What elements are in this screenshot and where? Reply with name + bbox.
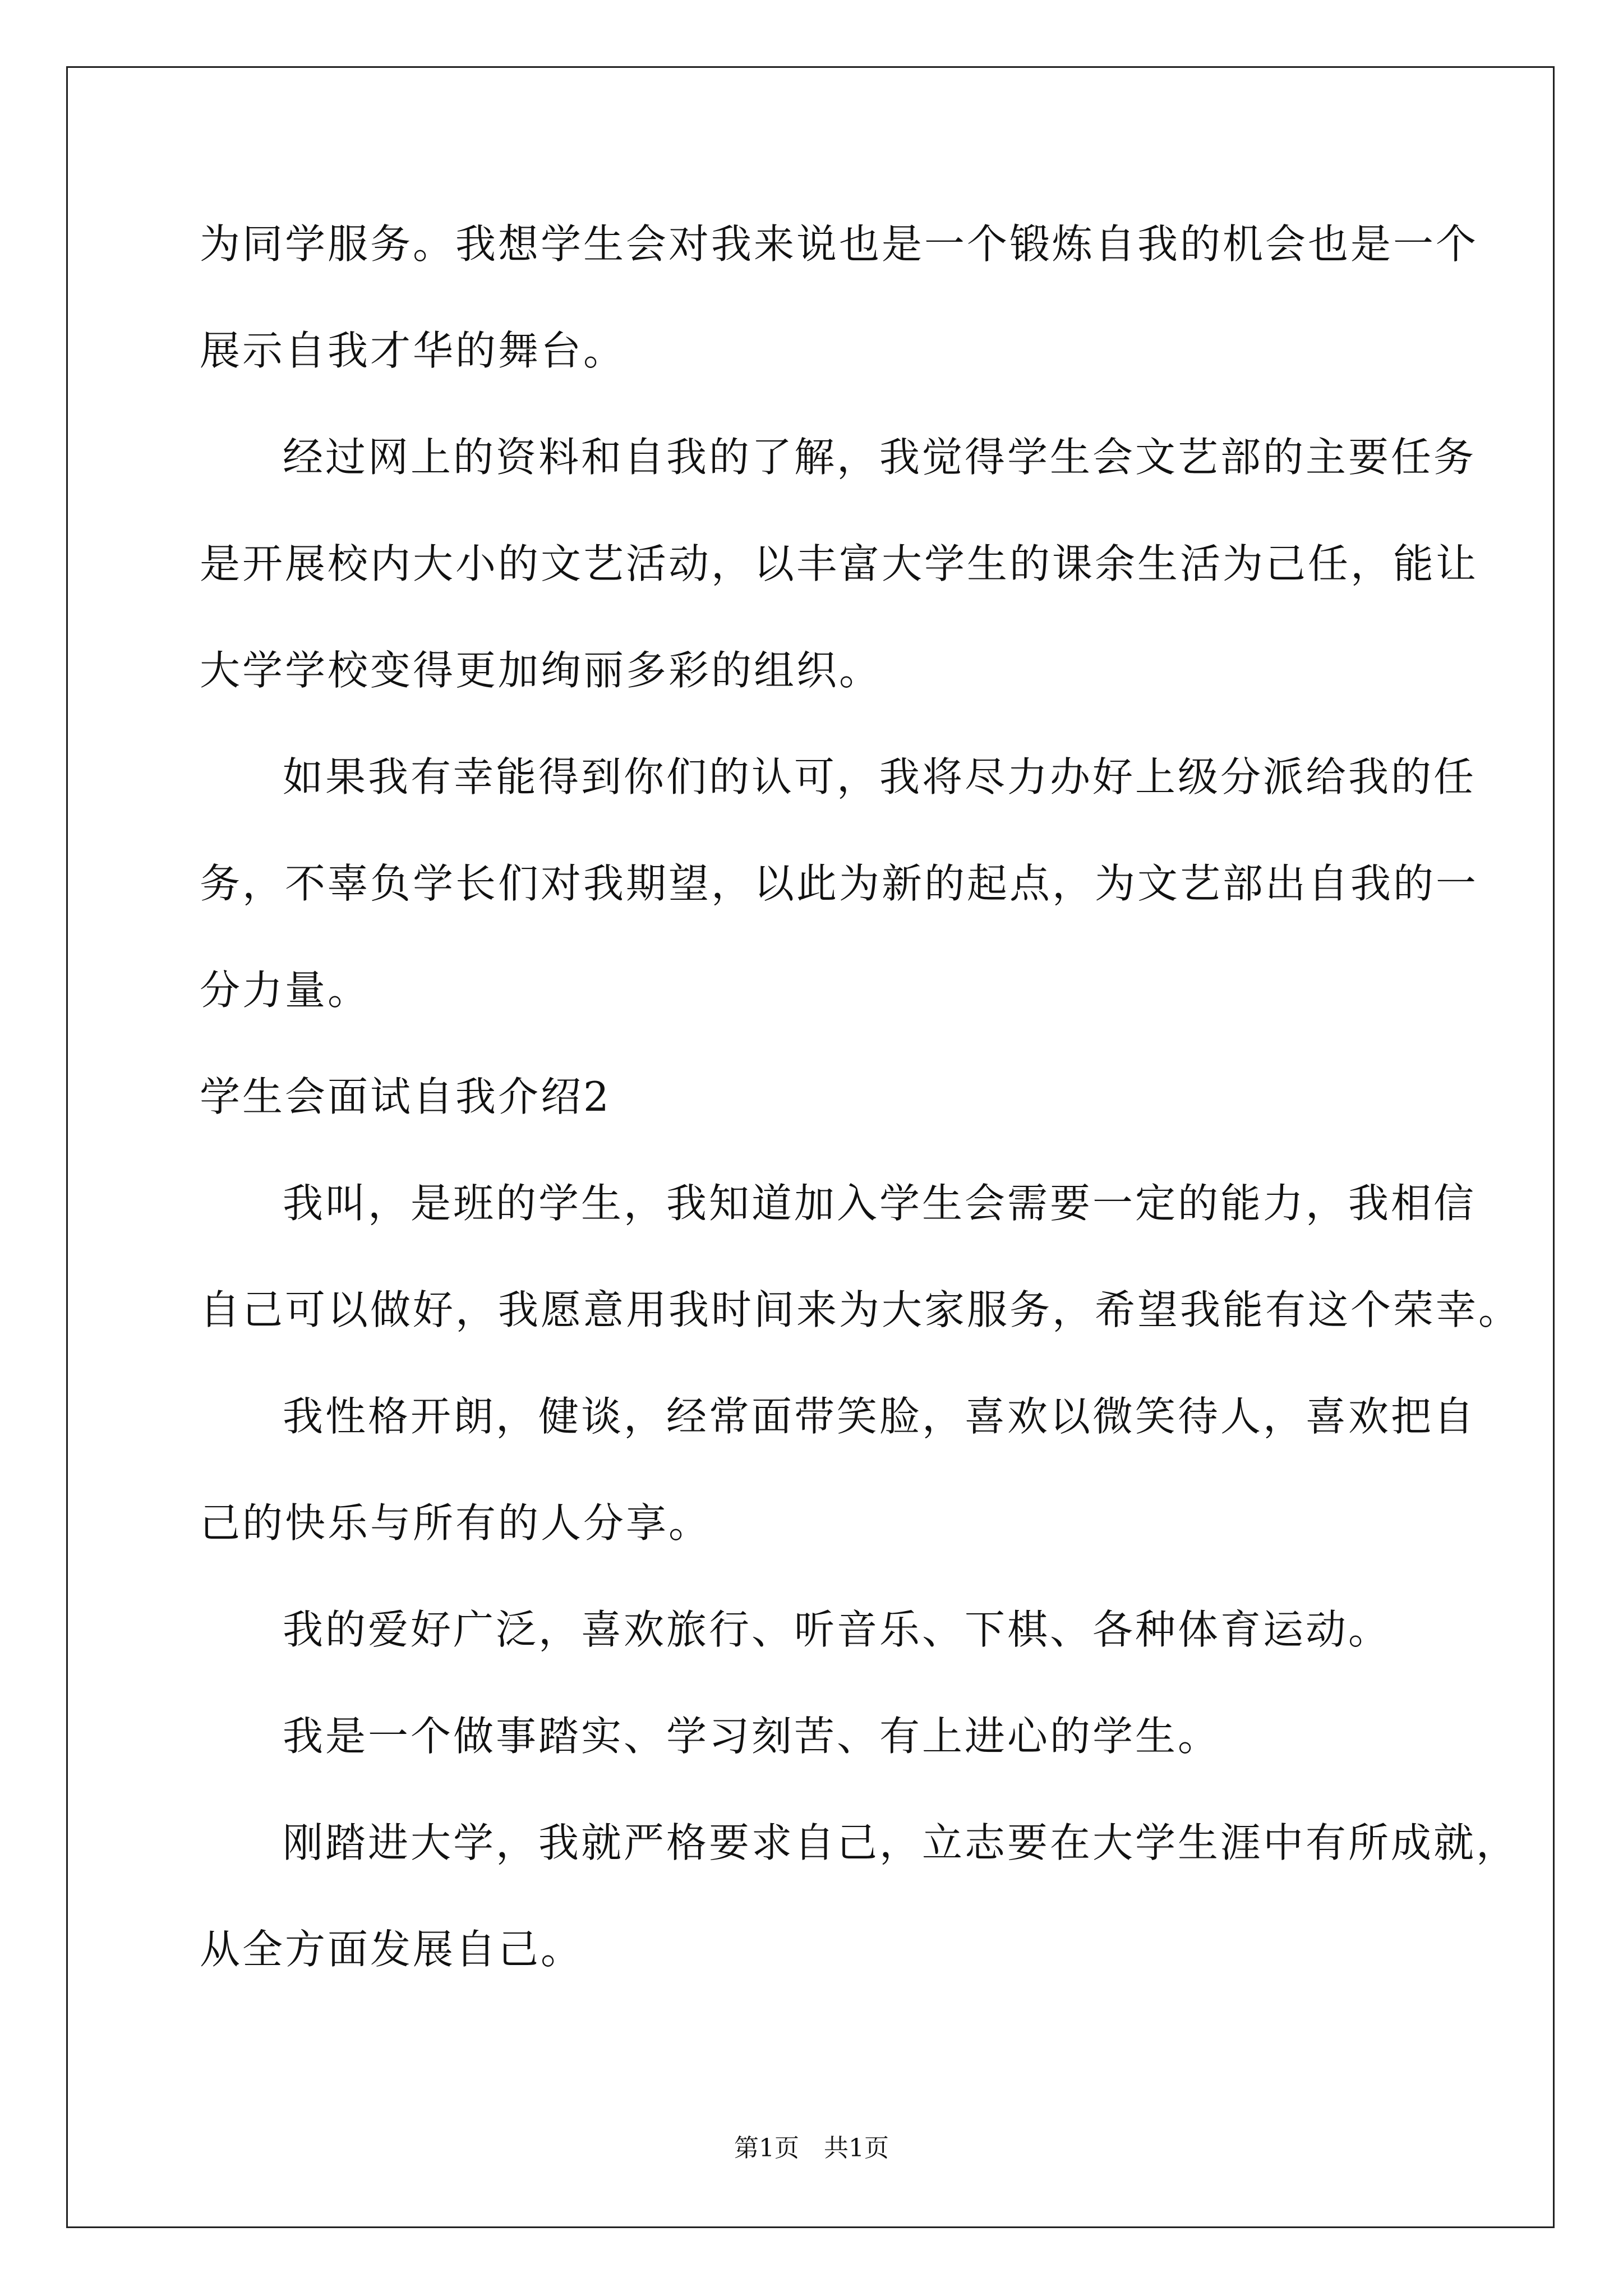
- paragraph-start: 我是一个做事踏实、学习刻苦、有上进心的学生。: [283, 1713, 1221, 1760]
- text-line: 为同学服务。我想学生会对我来说也是一个锻炼自我的机会也是一个: [200, 220, 1479, 268]
- paragraph-start: 我叫，是班的学生，我知道加入学生会需要一定的能力，我相信: [283, 1180, 1477, 1227]
- text-line: 展示自我才华的舞台。: [200, 327, 626, 374]
- text-line: 是开展校内大小的文艺活动，以丰富大学生的课余生活为己任，能让: [200, 540, 1479, 587]
- section-heading: 学生会面试自我介绍2: [200, 1073, 611, 1120]
- paragraph-start: 刚踏进大学，我就严格要求自己，立志要在大学生涯中有所成就，: [283, 1819, 1519, 1866]
- paragraph-start: 我的爱好广泛，喜欢旅行、听音乐、下棋、各种体育运动。: [283, 1606, 1391, 1653]
- text-line: 务，不辜负学长们对我期望，以此为新的起点，为文艺部出自我的一: [200, 860, 1479, 907]
- text-line: 大学学校变得更加绚丽多彩的组织。: [200, 647, 882, 694]
- paragraph-start: 如果我有幸能得到你们的认可，我将尽力办好上级分派给我的任: [283, 753, 1477, 800]
- paragraph-start: 经过网上的资料和自我的了解，我觉得学生会文艺部的主要任务: [283, 434, 1477, 481]
- text-line: 自己可以做好，我愿意用我时间来为大家服务，希望我能有这个荣幸。: [200, 1286, 1521, 1333]
- paragraph-start: 我性格开朗，健谈，经常面带笑脸，喜欢以微笑待人，喜欢把自: [283, 1393, 1477, 1440]
- page-footer: 第1页 共1页: [734, 2134, 889, 2162]
- text-line: 分力量。: [200, 967, 371, 1014]
- text-line: 从全方面发展自己。: [200, 1926, 584, 1973]
- text-line: 己的快乐与所有的人分享。: [200, 1499, 712, 1547]
- page-border: [66, 66, 1555, 2228]
